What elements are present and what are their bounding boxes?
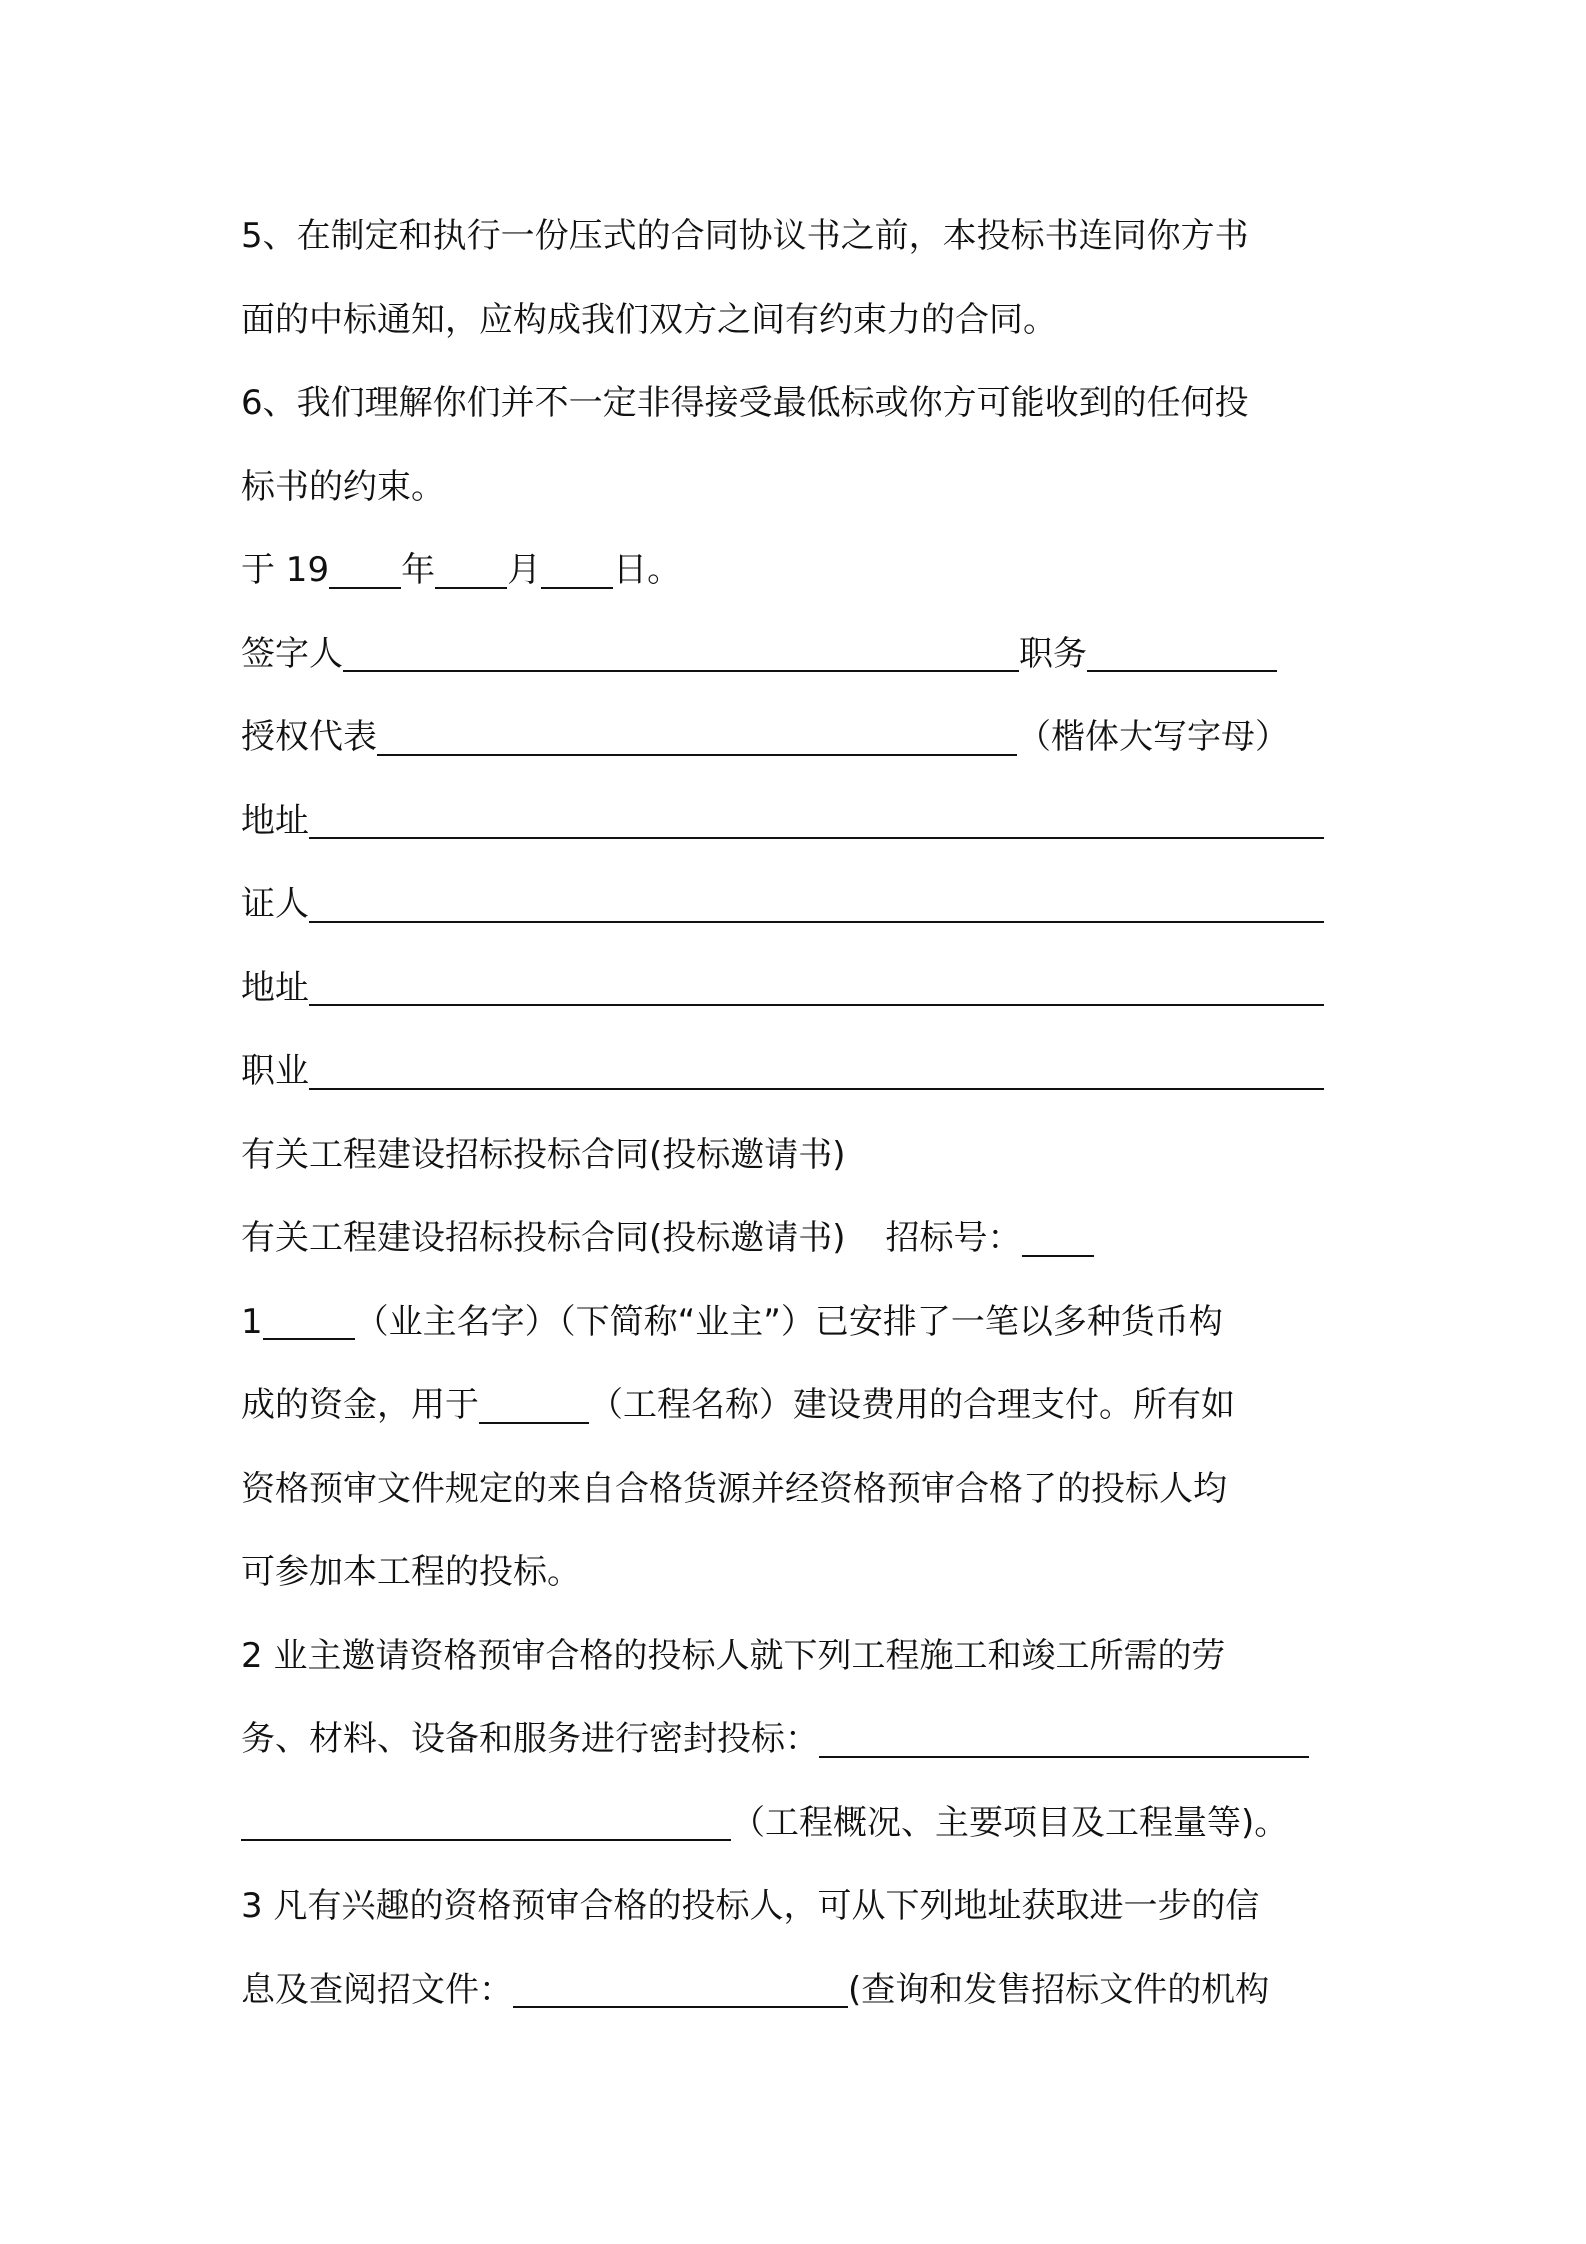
- tender-no-blank[interactable]: [1022, 1255, 1094, 1257]
- month-blank[interactable]: [435, 587, 507, 589]
- item-1-line-3: [241, 1448, 1356, 1532]
- item-2-line-2: [241, 1698, 1356, 1782]
- item-2-text-2: 务、材料、设备和服务进行密封投标：: [241, 1719, 819, 1759]
- item-2-line-3: [241, 1782, 1356, 1866]
- witness-address-blank[interactable]: [309, 1004, 1324, 1006]
- works-blank-1[interactable]: [819, 1756, 1309, 1758]
- item-1-line-4: [241, 1531, 1356, 1615]
- works-blank-2[interactable]: [241, 1839, 731, 1841]
- month-label: 月: [507, 550, 542, 590]
- witness-blank[interactable]: [309, 921, 1324, 923]
- witness-address-label: 地址: [241, 967, 309, 1008]
- invitation-heading-repeat: [241, 1197, 1356, 1281]
- occupation-line: [241, 1030, 1356, 1114]
- clause-6-line-2: [241, 446, 1356, 530]
- item-2-note: （工程概况、主要项目及工程量等)。: [731, 1802, 1289, 1843]
- invitation-heading: [241, 1114, 1356, 1198]
- address-line: [241, 780, 1356, 864]
- item-2-text-1: 2 业主邀请资格预审合格的投标人就下列工程施工和竣工所需的劳: [241, 1635, 1226, 1676]
- position-blank[interactable]: [1087, 670, 1277, 672]
- item-1-text-2-prefix: 成的资金，用于: [241, 1385, 479, 1425]
- occupation-label: 职业: [241, 1051, 309, 1091]
- item-3-text-2-prefix: 息及查阅招文件：: [241, 1969, 513, 2010]
- signer-label: 签字人: [241, 633, 343, 674]
- item-1-text-2-rest: （工程名称）建设费用的合理支付。所有如: [589, 1385, 1235, 1425]
- witness-label: 证人: [241, 884, 309, 924]
- item-3-line-1: [241, 1865, 1356, 1949]
- project-name-blank[interactable]: [479, 1422, 589, 1424]
- item-1-number: 1: [241, 1301, 263, 1342]
- signer-blank[interactable]: [343, 670, 1019, 672]
- address-blank[interactable]: [309, 837, 1324, 839]
- item-3-text-1: 3 凡有兴趣的资格预审合格的投标人，可从下列地址获取进一步的信: [241, 1886, 1260, 1926]
- auth-rep-blank[interactable]: [377, 754, 1017, 756]
- auth-rep-note: （楷体大写字母）: [1017, 717, 1289, 757]
- clause-6-text-2: 标书的约束。: [241, 466, 445, 507]
- year-blank[interactable]: [329, 587, 401, 589]
- clause-5-text-1: 5、在制定和执行一份压式的合同协议书之前，本投标书连同你方书: [241, 216, 1249, 256]
- clause-5-text-2: 面的中标通知，应构成我们双方之间有约束力的合同。: [241, 299, 1057, 340]
- item-3-note: (查询和发售招标文件的机构: [848, 1969, 1270, 2010]
- witness-line: [241, 863, 1356, 947]
- day-label: 日。: [613, 550, 682, 590]
- date-prefix: 于 19: [241, 550, 330, 590]
- clause-6-line-1: [241, 362, 1356, 446]
- item-1-text-4: 可参加本工程的投标。: [241, 1552, 581, 1592]
- year-label: 年: [401, 550, 436, 590]
- clause-5-line-2: [241, 279, 1356, 363]
- address-label: 地址: [241, 800, 309, 841]
- document-body: [241, 195, 1356, 2032]
- clause-5-line-1: [241, 195, 1356, 279]
- item-1-text-3: 资格预审文件规定的来自合格货源并经资格预审合格了的投标人均: [241, 1468, 1227, 1509]
- item-3-line-2: [241, 1949, 1356, 2033]
- invitation-heading-repeat-text: 有关工程建设招标投标合同(投标邀请书): [241, 1218, 846, 1258]
- position-label: 职务: [1019, 633, 1087, 674]
- auth-rep-label: 授权代表: [241, 717, 377, 757]
- invitation-heading-text: 有关工程建设招标投标合同(投标邀请书): [241, 1134, 846, 1175]
- occupation-blank[interactable]: [309, 1088, 1324, 1090]
- tender-no-label: 招标号：: [885, 1218, 1022, 1258]
- item-1-line-1: [241, 1281, 1356, 1365]
- item-1-line-2: [241, 1364, 1356, 1448]
- witness-address-line: [241, 947, 1356, 1031]
- inquiry-address-blank[interactable]: [513, 2006, 848, 2008]
- item-1-text-1: （业主名字）（下简称“业主”）已安排了一笔以多种货币构: [354, 1301, 1223, 1342]
- clause-6-text-1: 6、我们理解你们并不一定非得接受最低标或你方可能收到的任何投: [241, 383, 1249, 423]
- owner-name-blank[interactable]: [263, 1338, 355, 1340]
- day-blank[interactable]: [541, 587, 613, 589]
- signer-line: [241, 613, 1356, 697]
- auth-rep-line: [241, 696, 1356, 780]
- item-2-line-1: [241, 1615, 1356, 1699]
- date-line: [241, 529, 1356, 613]
